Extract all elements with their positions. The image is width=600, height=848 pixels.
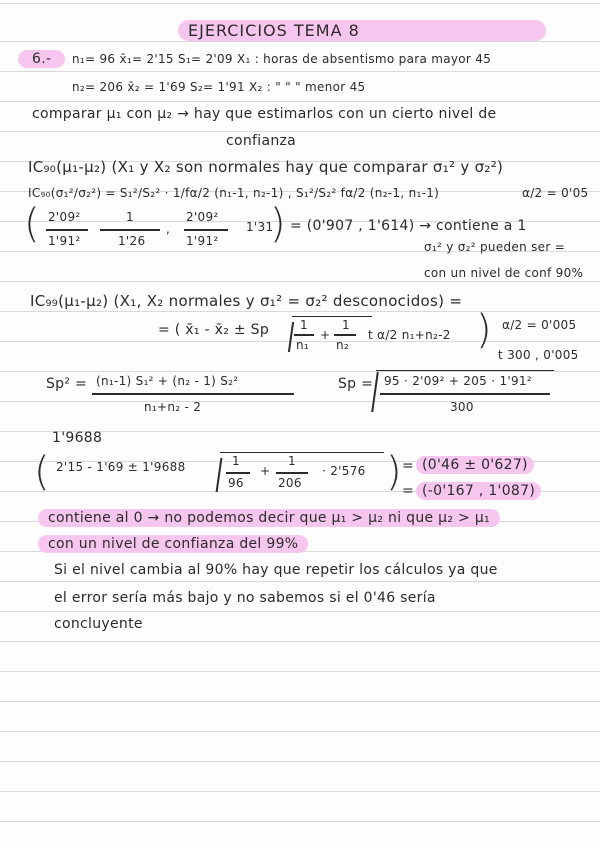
alpha-half-99: α/2 = 0'005 <box>502 318 577 332</box>
sp2-numerator: (n₁-1) S₁² + (n₂ - 1) S₂² <box>96 374 239 388</box>
conclusion-line-1: contiene al 0 → no podemos decir que μ₁ > μ₂ ni que μ₂ > μ₁ <box>38 509 500 527</box>
ratio-den-2: 1'26 <box>118 234 146 248</box>
page-title <box>178 20 546 41</box>
note-line-1: Si el nivel cambia al 90% hay que repetir los cálculos ya que <box>54 562 498 578</box>
ratio-den-1: 1'91² <box>48 234 81 248</box>
fraction-bar <box>276 472 308 474</box>
comma: , <box>166 222 171 236</box>
final-root-den-1: 96 <box>228 476 244 490</box>
data-line-2: n₂= 206 x̄₂ = 1'69 S₂= 1'91 X₂ : " " " menor 45 <box>72 80 366 94</box>
fraction-bar <box>46 229 88 231</box>
final-root-factor: · 2'576 <box>322 464 366 478</box>
fraction-bar <box>184 229 228 231</box>
close-paren: ) <box>270 201 286 247</box>
final-root-num-2: 1 <box>288 454 296 468</box>
ic-mean-heading: IC₉₉(μ₁-μ₂) (X₁, X₂ normales y σ₁² = σ₂² desconocidos) = <box>30 292 463 310</box>
fraction-bar <box>226 472 250 474</box>
fraction-bar <box>294 334 314 336</box>
ratio-conclusion-1: σ₁² y σ₂² pueden ser = <box>424 240 566 254</box>
ratio-conclusion-2: con un nivel de conf 90% <box>424 266 584 280</box>
ratio-result: = (0'907 , 1'614) → contiene a 1 <box>290 218 527 234</box>
alpha-half-label: α/2 = 0'05 <box>522 186 589 200</box>
root-bar <box>292 316 372 317</box>
mean-root-num-2: 1 <box>342 318 350 332</box>
sp-denominator: 300 <box>450 400 474 414</box>
conclusion-line-2: con un nivel de confianza del 99% <box>38 535 308 553</box>
mean-root-num-1: 1 <box>300 318 308 332</box>
sp-numerator: 95 · 2'09² + 205 · 1'91² <box>384 374 532 388</box>
fraction-bar <box>334 334 356 336</box>
plus-sign: + <box>320 328 331 342</box>
equals-sign: = <box>402 458 415 474</box>
note-line-3: concluyente <box>54 616 143 632</box>
sp2-denominator: n₁+n₂ - 2 <box>144 400 202 414</box>
mean-root-den-2: n₂ <box>336 338 350 352</box>
sp2-label: Sp² = <box>46 376 88 392</box>
data-line-1: n₁= 96 x̄₁= 2'15 S₁= 2'09 X₁ : horas de absentismo para mayor 45 <box>72 52 492 66</box>
plus-sign: + <box>260 464 271 478</box>
open-paren: ( <box>24 201 40 247</box>
open-paren: ( <box>34 449 50 495</box>
ratio-num-2: 1 <box>126 210 134 224</box>
mean-t: t α/2 n₁+n₂-2 <box>368 328 451 342</box>
ratio-factor: 1'31 <box>246 220 274 234</box>
t-value: t 300 , 0'005 <box>498 348 579 362</box>
ratio-den-3: 1'91² <box>186 234 219 248</box>
root-bar <box>220 452 384 453</box>
root-sign <box>288 322 294 352</box>
fraction-bar <box>100 229 160 231</box>
ratio-num-1: 2'09² <box>48 210 81 224</box>
page-title-text: EJERCICIOS TEMA 8 <box>188 21 360 40</box>
note-line-2: el error sería más bajo y no sabemos si el 0'46 sería <box>54 590 436 606</box>
final-expression: 2'15 - 1'69 ± 1'9688 <box>56 460 186 474</box>
close-paren: ) <box>386 449 402 495</box>
exercise-number: 6.- <box>18 50 65 68</box>
final-result-2: (-0'167 , 1'087) <box>416 482 541 500</box>
ic-ratio-heading: IC₉₀(μ₁-μ₂) (X₁ y X₂ son normales hay que comparar σ₁² y σ₂²) <box>28 158 504 176</box>
ratio-num-3: 2'09² <box>186 210 219 224</box>
root-sign <box>216 458 222 492</box>
equals-sign: = <box>402 483 415 499</box>
final-root-den-2: 206 <box>278 476 302 490</box>
compare-line-1: comparar μ₁ con μ₂ → hay que estimarlos con un cierto nivel de <box>32 106 497 122</box>
root-bar <box>376 370 554 371</box>
mean-root-den-1: n₁ <box>296 338 310 352</box>
fraction-bar <box>380 393 550 395</box>
sp-value: 1'9688 <box>52 430 103 446</box>
compare-line-2: confianza <box>226 133 297 149</box>
ic-mean-formula: = ( x̄₁ - x̄₂ ± Sp <box>158 322 270 338</box>
sp-label: Sp = <box>338 376 374 392</box>
final-result-1: (0'46 ± 0'627) <box>416 456 534 474</box>
final-root-num-1: 1 <box>232 454 240 468</box>
ic-ratio-formula: IC₉₀(σ₁²/σ₂²) = S₁²/S₂² · 1/fα/2 (n₁-1, n₂-1) , S₁²/S₂² fα/2 (n₂-1, n₁-1) <box>28 186 440 200</box>
fraction-bar <box>92 393 294 395</box>
close-paren: ) <box>476 307 492 353</box>
